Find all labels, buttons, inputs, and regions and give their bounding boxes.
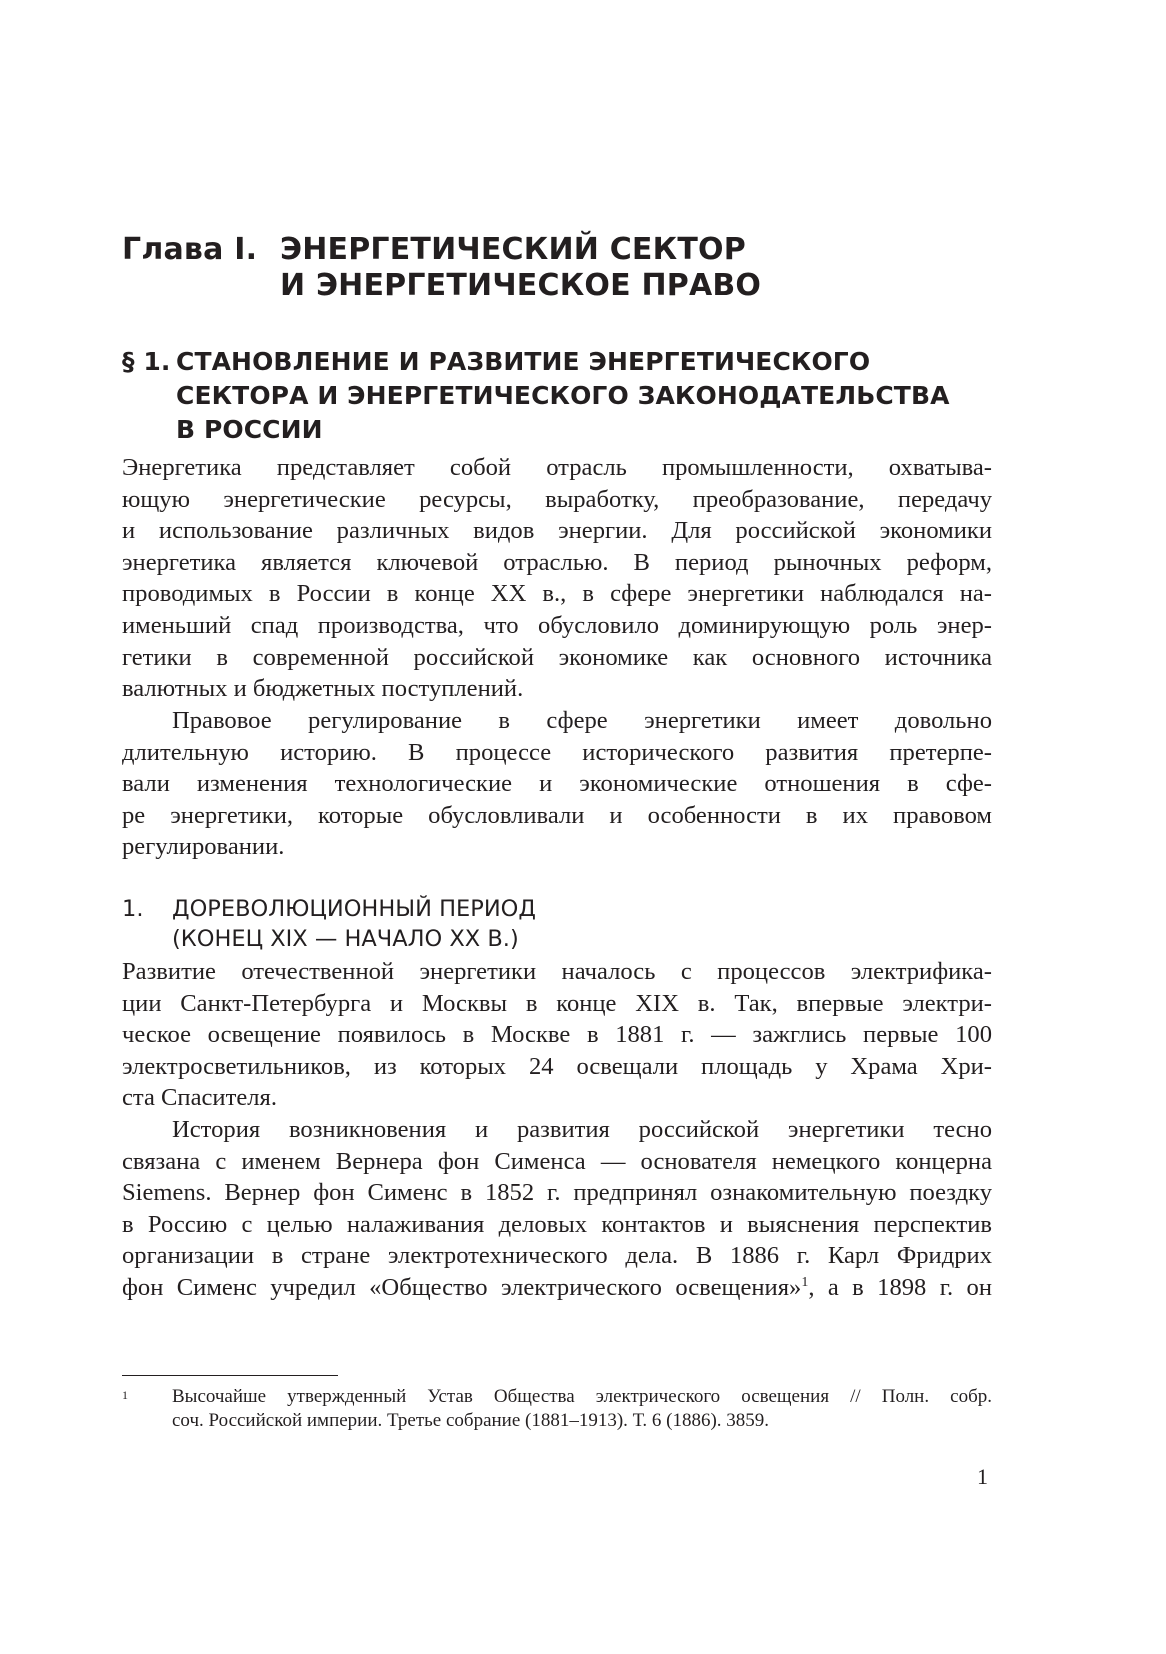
text-line (122, 1272, 992, 1304)
text-line: Энергетика представляет собой отрасль промышленности, охватыва- (122, 454, 992, 481)
text-line: История возникновения и развития российской энергетики тесно (172, 1116, 992, 1143)
text-line: организации в стране электротехнического дела. В 1886 г. Карл Фридрих (122, 1242, 992, 1270)
paragraph-intro (122, 452, 992, 705)
text-line: длительную историю. В процессе исторического развития претерпе- (122, 738, 992, 766)
text-line: ющую энергетические ресурсы, выработку, преобразование, передачу (122, 485, 992, 513)
text-line: регулировании. (122, 833, 285, 861)
subsection-number: 1. (122, 896, 144, 922)
footnote-number: 1 (122, 1388, 128, 1402)
chapter-title-line: ЭНЕРГЕТИЧЕСКИЙ СЕКТОР (280, 232, 746, 267)
text-line: Развитие отечественной энергетики началось с процессов электрифика- (122, 958, 992, 985)
text-line: именьший спад производства, что обусловило доминирующую роль энер- (122, 611, 992, 639)
paragraph-regulation (122, 705, 992, 863)
text-line: ре энергетики, которые обусловливали и особенности в их правовом (122, 801, 992, 829)
footnote-reference[interactable]: 1 (801, 1274, 809, 1290)
text-line: связана с именем Вернера фон Сименса — основателя немецкого концерна (122, 1147, 992, 1175)
section-title-line: В РОССИИ (176, 415, 323, 444)
page-number: 1 (977, 1464, 988, 1489)
text-segment: , а в 1898 г. он (808, 1273, 992, 1301)
text-line: вали изменения технологические и экономические отношения в сфе- (122, 770, 992, 798)
footnote-line: Высочайше утвержденный Устав Общества электрического освещения // Полн. собр. (172, 1386, 992, 1407)
section-title (176, 345, 1016, 447)
subsection-title-line: ДОРЕВОЛЮЦИОННЫЙ ПЕРИОД (172, 896, 536, 922)
text-line: валютных и бюджетных поступлений. (122, 675, 524, 703)
footnote-text (172, 1385, 992, 1433)
section-title-line: СТАНОВЛЕНИЕ И РАЗВИТИЕ ЭНЕРГЕТИЧЕСКОГО (176, 347, 871, 376)
section-title-line: СЕКТОРА И ЭНЕРГЕТИЧЕСКОГО ЗАКОНОДАТЕЛЬСТВА (176, 381, 950, 410)
text-line: ста Спасителя. (122, 1084, 277, 1112)
text-line: в Россию с целью налаживания деловых контактов и выяснения перспектив (122, 1210, 992, 1238)
text-line: проводимых в России в конце XX в., в сфере энергетики наблюдался на- (122, 580, 992, 608)
chapter-label: Глава I. (122, 232, 258, 267)
subsection-title (172, 894, 536, 954)
paragraph-siemens (122, 1114, 992, 1304)
text-line: энергетика является ключевой отраслью. В период рыночных реформ, (122, 548, 992, 576)
footnote-divider (122, 1375, 338, 1376)
footnote-line: соч. Российской империи. Третье собрание (1881–1913). Т. 6 (1886). 3859. (172, 1410, 770, 1431)
subsection-title-line: (КОНЕЦ XIX — НАЧАЛО XX В.) (172, 926, 519, 952)
text-segment: фон Сименс учредил «Общество электрического освещения» (122, 1273, 802, 1301)
text-line: Siemens. Вернер фон Сименс в 1852 г. предпринял ознакомительную поездку (122, 1179, 992, 1207)
text-line: и использование различных видов энергии. Для российской экономики (122, 517, 992, 545)
chapter-title-line: И ЭНЕРГЕТИЧЕСКОЕ ПРАВО (280, 268, 762, 303)
text-line: гетики в современной российской экономике как основного источника (122, 643, 992, 671)
text-line: ческое освещение появилось в Москве в 1881 г. — зажглись первые 100 (122, 1021, 992, 1049)
chapter-title (280, 232, 1000, 304)
text-line: ции Санкт-Петербурга и Москвы в конце XIX в. Так, впервые электри- (122, 989, 992, 1017)
text-line: Правовое регулирование в сфере энергетики имеет довольно (172, 707, 992, 734)
paragraph-electrification (122, 956, 992, 1114)
section-number: § 1. (122, 347, 171, 376)
text-line: электросветильников, из которых 24 освещали площадь у Храма Хри- (122, 1052, 992, 1080)
